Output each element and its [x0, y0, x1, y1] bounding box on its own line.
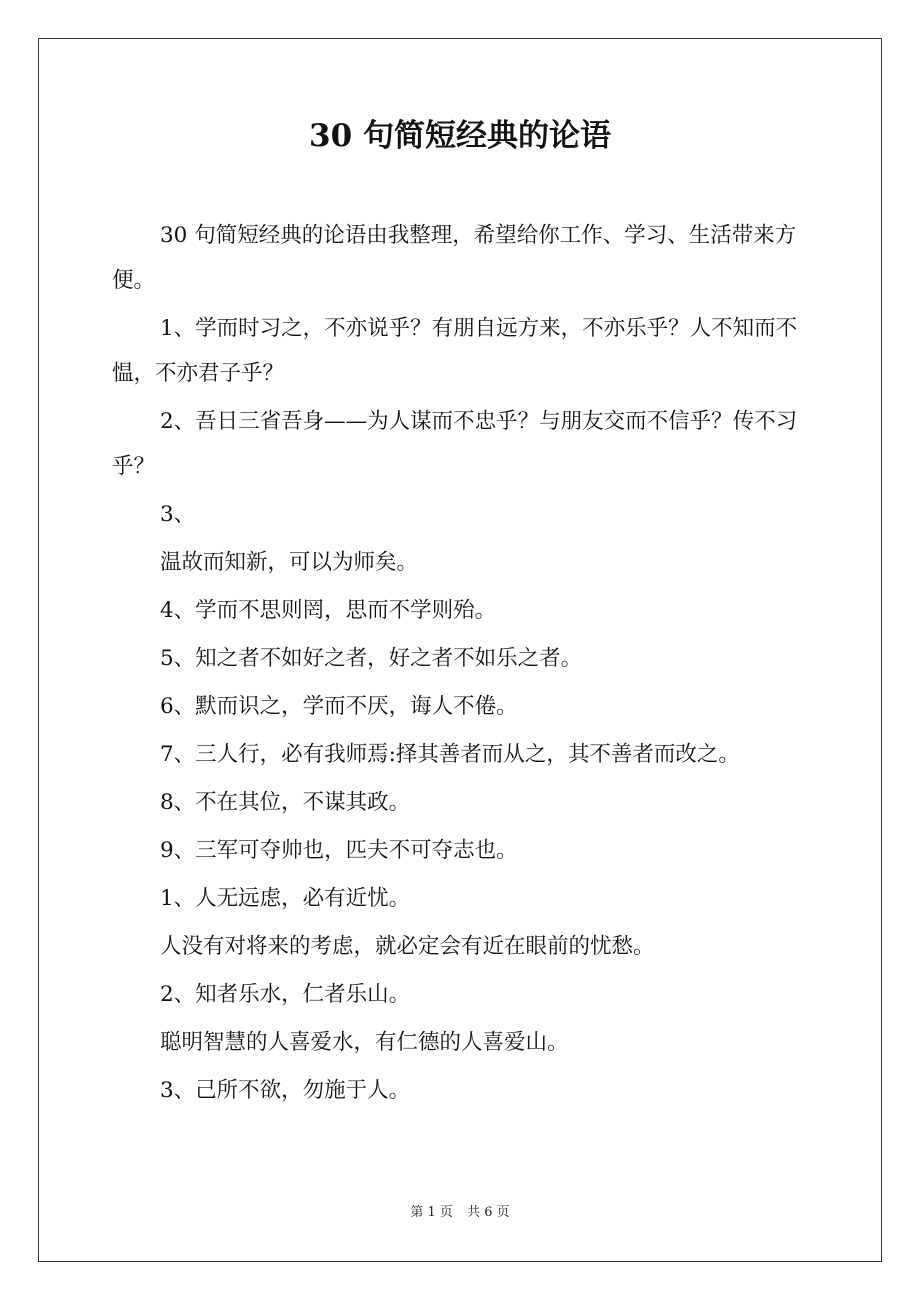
paragraph-quote-b2: 2、知者乐水，仁者乐山。	[160, 982, 411, 1007]
paragraph-quote-9: 9、三军可夺帅也，匹夫不可夺志也。	[160, 838, 518, 863]
paragraph-quote-b3: 3、己所不欲，勿施于人。	[160, 1078, 411, 1103]
paragraph-quote-b1: 1、人无远虑，必有近忧。	[160, 886, 411, 911]
paragraph-quote-7: 7、三人行，必有我师焉:择其善者而从之，其不善者而改之。	[160, 742, 740, 767]
paragraph-quote-2: 2、吾日三省吾身——为人谋而不忠乎？与朋友交而不信乎？传不习乎？	[112, 409, 798, 479]
paragraph-quote-8: 8、不在其位，不谋其政。	[160, 790, 411, 815]
page-footer	[0, 1203, 920, 1223]
page-total: 共 6 页	[467, 1205, 510, 1220]
paragraph-quote-1: 1、学而时习之，不亦说乎？有朋自远方来，不亦乐乎？人不知而不愠，不亦君子乎？	[112, 316, 798, 386]
document-title: 30 句简短经典的论语	[309, 118, 611, 154]
paragraph-quote-3: 3、	[160, 502, 196, 527]
paragraph-quote-6: 6、默而识之，学而不厌，诲人不倦。	[160, 694, 518, 719]
document-body	[112, 213, 812, 1113]
page-number: 第 1 页	[410, 1205, 453, 1220]
paragraph-quote-5: 5、知之者不如好之者，好之者不如乐之者。	[160, 646, 583, 671]
paragraph-quote-4: 4、学而不思则罔，思而不学则殆。	[160, 598, 497, 623]
paragraph-explanation-b2: 聪明智慧的人喜爱水，有仁德的人喜爱山。	[160, 1030, 569, 1055]
paragraph-intro: 30 句简短经典的论语由我整理，希望给你工作、学习、生活带来方便。	[112, 223, 797, 293]
paragraph-quote-3-text: 温故而知新，可以为师矣。	[160, 550, 419, 575]
paragraph-explanation-b1: 人没有对将来的考虑，就必定会有近在眼前的忧愁。	[160, 934, 655, 959]
